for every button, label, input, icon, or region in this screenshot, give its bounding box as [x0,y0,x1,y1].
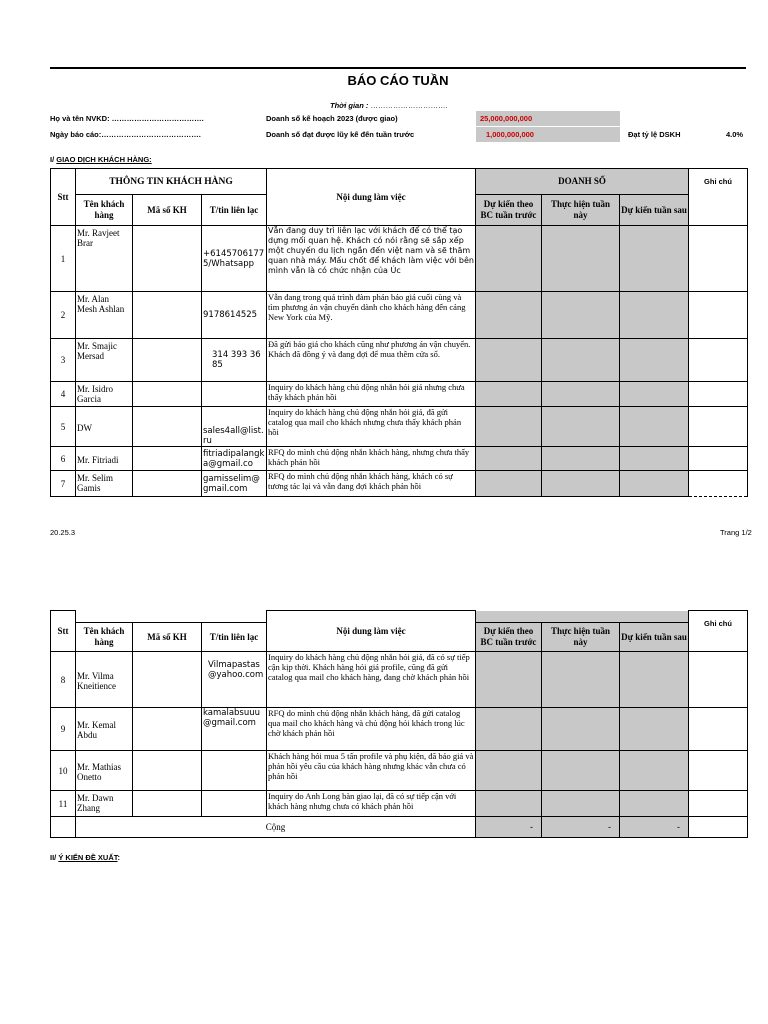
row-contact [202,751,267,791]
row-work-content: Inquiry do Anh Long bàn giao lại, đã có sự tiếp cận với khách hàng nhưng chưa có khách phản hồi [267,791,476,817]
section-2-heading: II/ Ý KIẾN ĐỀ XUẤT: [50,853,121,862]
col-contact: T/tin liên lạc [202,195,267,226]
row-contact: 314 393 3685 [202,339,267,382]
plan-sales-value: 25,000,000,000 [480,114,533,123]
row-customer-name: Mr. Mathias Onetto [76,751,133,791]
row-contact: fitriadipalangka@gmail.co [202,447,267,471]
row-customer-name: Mr. Dawn Zhang [76,791,133,817]
plan-sales-cell [476,111,620,126]
page-number: Trang 1/2 [720,528,752,537]
ratio-value: 4.0% [726,130,744,139]
col-sales: DOANH SỐ [476,169,689,195]
col-forecast-next: Dự kiến tuần sau [620,623,689,652]
row-stt: 11 [51,791,76,817]
row-customer-name: DW [76,407,133,447]
row-customer-code [133,407,202,447]
col-customer-code: Mã số KH [133,195,202,226]
footer-left: 20.25.3 [50,528,76,537]
col-work-content: Nội dung làm việc [267,611,476,652]
row-customer-code [133,708,202,751]
row-customer-code [133,292,202,339]
top-rule [50,67,746,69]
col-customer-code: Mã số KH [133,623,202,652]
row-stt: 5 [51,407,76,447]
achieved-sales-cell [476,127,620,142]
row-contact: 9178614525 [202,292,267,339]
customer-table-page1 [50,168,748,497]
row-customer-code [133,382,202,407]
section-2-title: Ý KIẾN ĐỀ XUẤT [58,853,118,862]
time-dots: …………………………. [370,101,448,110]
section-1-heading: I/ GIAO DỊCH KHÁCH HÀNG: [50,155,152,164]
row-work-content: RFQ do mình chủ động nhắn khách hàng, đã gửi catalog qua mail cho khách hàng và chủ động hỏi khách trong lúc chờ khách phản hồi [267,708,476,751]
col-customer-name: Tên khách hàng [76,623,133,652]
row-customer-name: Mr. Smajic Mersad [76,339,133,382]
row-stt: 10 [51,751,76,791]
col-stt: Stt [51,169,76,226]
row-work-content: RFQ do mình chủ động nhắn khách hàng, khách có sự tương tác lại và vẫn đang đợi khách phản hồi [267,471,476,497]
col-forecast-last: Dự kiến theo BC tuần trước [476,195,542,226]
row-customer-name: Mr. Alan Mesh Ashlan [76,292,133,339]
row-work-content: Khách hàng hỏi mua 5 tấn profile và phụ kiện, đã báo giá và phản hồi yêu cầu của khách hàng nhưng khác vẫn chưa có phản hồi [267,751,476,791]
row-stt: 2 [51,292,76,339]
row-work-content: Inquiry do khách hàng chủ động nhắn hỏi giá, đã có sự tiếp cận kịp thời. Khách hàng hỏi giá profile, cũng đã gửi catalog qua mail cho khách hàng, đang chờ khách phản hồi [267,652,476,708]
table-row [51,226,748,292]
row-customer-code [133,226,202,292]
achieved-sales-label: Doanh số đạt được lũy kế đến tuần trước [266,130,415,139]
row-customer-name: Mr. Vilma Kneitience [76,652,133,708]
total-forecast-next: - [620,817,689,838]
row-work-content: Đã gửi báo giá cho khách cũng như phương án vận chuyển. Khách đã đồng ý và đang đợi để mua thêm cửa sổ. [267,339,476,382]
achieved-sales-value: 1,000,000,000 [486,130,534,139]
col-work-content: Nội dung làm việc [267,169,476,226]
row-customer-code [133,751,202,791]
row-contact [202,382,267,407]
col-actual: Thực hiện tuần này [542,195,620,226]
ratio-label: Đạt tỷ lệ DSKH [628,130,681,139]
section-1-title: GIAO DỊCH KHÁCH HÀNG: [56,155,152,164]
table-row [51,652,748,708]
row-work-content: Inquiry do khách hàng chủ động nhắn hỏi giá, đã gửi catalog qua mail cho khách nhưng chưa thấy khách phản hồi [267,407,476,447]
row-stt: 1 [51,226,76,292]
col-notes: Ghi chú [689,169,748,226]
row-customer-code [133,791,202,817]
row-customer-name: Mr. Fitriadi [76,447,133,471]
report-date-label: Ngày báo cáo:…………………………………. [50,130,201,139]
table-row [51,471,748,497]
row-contact: kamalabsuuu@gmail.com [202,708,267,751]
time-line [330,101,448,110]
row-customer-code [133,652,202,708]
total-label: Cộng [76,817,476,838]
row-customer-code [133,471,202,497]
table-row [51,292,748,339]
plan-sales-label: Doanh số kế hoạch 2023 (được giao) [266,114,398,123]
total-actual: - [542,817,620,838]
table-row [51,382,748,407]
staff-name-label: Họ và tên NVKD: ………………………………. [50,114,204,123]
row-stt: 3 [51,339,76,382]
row-customer-name: Mr. Kemal Abdu [76,708,133,751]
col-forecast-next: Dự kiến tuần sau [620,195,689,226]
row-work-content: Vẫn đang duy trì liên lạc với khách để có thể tạo dựng mối quan hệ. Khách có nói rằng sẽ sắp xếp một chuyến du lịch ngắn đến việt nam và sẽ thăm quan nhà máy. Mấu chốt để khách làm việc với bên mình vẫn là có chức nhận của Úc [267,226,476,292]
total-row [51,817,748,838]
row-stt: 6 [51,447,76,471]
col-forecast-last: Dự kiến theo BC tuần trước [476,623,542,652]
col-customer-info: THÔNG TIN KHÁCH HÀNG [76,169,267,195]
row-customer-name: Mr. Ravjeet Brar [76,226,133,292]
row-customer-name: Mr. Selim Gamis [76,471,133,497]
row-work-content: Vẫn đang trong quá trình đàm phán báo giá cuối cùng và tìm phương án vận chuyển dành cho khách hàng đến cảng New York của Mỹ. [267,292,476,339]
table-row [51,751,748,791]
col-notes: Ghi chú [689,611,748,652]
row-customer-name: Mr. Isidro Garcia [76,382,133,407]
row-stt: 9 [51,708,76,751]
row-contact: gamisselim@gmail.com [202,471,267,497]
row-contact [202,791,267,817]
col-actual: Thực hiện tuần này [542,623,620,652]
row-contact: +61457061775/Whatsapp [202,226,267,292]
row-stt: 8 [51,652,76,708]
row-work-content: RFQ do mình chủ động nhắn khách hàng, nhưng chưa thấy khách phản hồi [267,447,476,471]
col-contact: T/tin liên lạc [202,623,267,652]
total-forecast-last: - [476,817,542,838]
table-row [51,407,748,447]
row-contact: Vilmapastas@yahoo.com [202,652,267,708]
table-row [51,339,748,382]
row-stt: 7 [51,471,76,497]
row-customer-code [133,447,202,471]
table-row [51,708,748,751]
row-customer-code [133,339,202,382]
table-row [51,791,748,817]
customer-table-page2 [50,610,748,838]
row-stt: 4 [51,382,76,407]
row-contact: sales4all@list.ru [202,407,267,447]
row-work-content: Inquiry do khách hàng chủ động nhắn hỏi giá nhưng chưa thấy khách phản hồi [267,382,476,407]
table-row [51,447,748,471]
report-title: BÁO CÁO TUẦN [347,73,449,88]
col-stt: Stt [51,611,76,652]
time-label: Thời gian : [330,101,369,110]
col-customer-name: Tên khách hàng [76,195,133,226]
